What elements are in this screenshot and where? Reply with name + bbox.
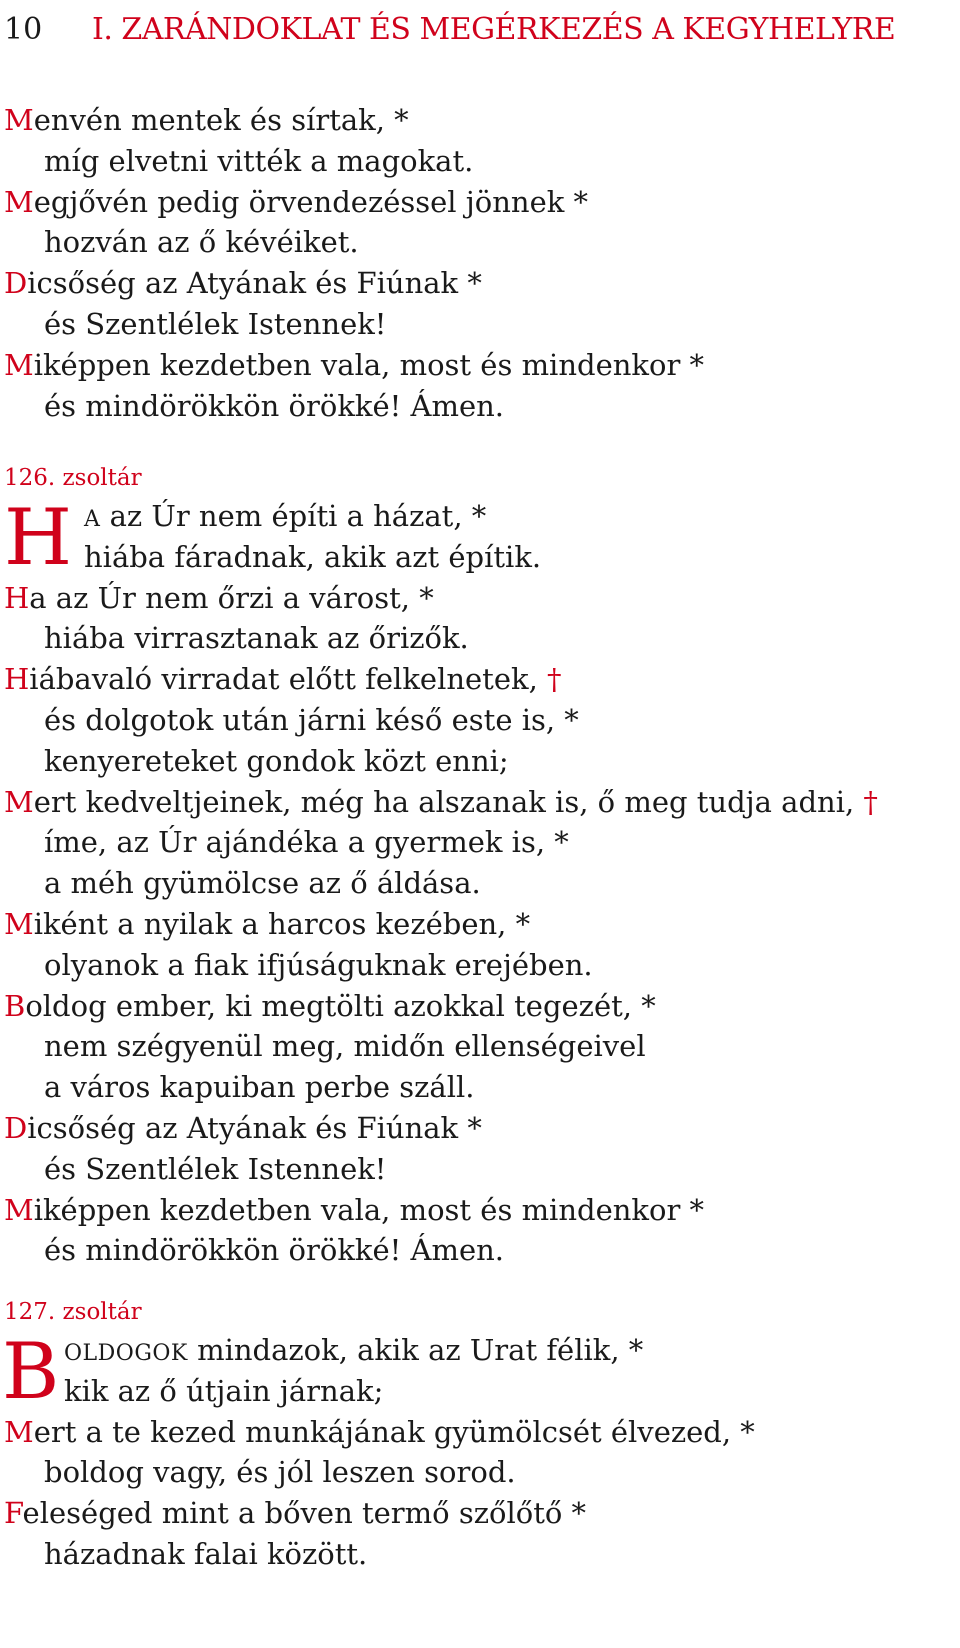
dagger-mark: † — [547, 662, 562, 697]
drop-cap: H — [4, 493, 73, 583]
verse-line: a város kapuiban perbe száll. — [44, 1070, 475, 1105]
verse-line: Megjővén pedig örvendezéssel jönnek * — [4, 184, 589, 219]
verse-line: A az Úr nem építi a házat, * — [84, 499, 487, 533]
verse-line: és dolgotok után járni késő este is, * — [44, 702, 579, 737]
verse-line: Dicsőség az Atyának és Fiúnak * — [4, 1110, 482, 1145]
dagger-mark: † — [863, 784, 878, 819]
verse-line: Mert kedveltjeinek, még ha alszanak is, ő meg tudja adni, † — [4, 784, 878, 819]
dropcap-block — [2, 1327, 954, 1417]
verse-line: Miképpen kezdetben vala, most és mindenkor * — [4, 347, 705, 382]
verse-line: OLDOGOK mindazok, akik az Urat félik, * — [64, 1333, 644, 1367]
drop-cap: B — [2, 1327, 60, 1417]
verse-line: Hiábavaló virradat előtt felkelnetek, † — [4, 662, 562, 697]
verse-line: míg elvetni vitték a magokat. — [44, 143, 474, 178]
dropcap-block — [4, 493, 954, 583]
verse-line: Dicsőség az Atyának és Fiúnak * — [4, 266, 482, 301]
verse-line: és mindörökkön örökké! Ámen. — [44, 388, 505, 423]
verse-line: kenyereteket gondok közt enni; — [44, 743, 509, 778]
verse-line: Boldog ember, ki megtölti azokkal tegezét, * — [4, 988, 656, 1023]
verse-line: és Szentlélek Istennek! — [44, 306, 387, 341]
page-number: 10 — [4, 12, 43, 47]
page-header — [0, 8, 960, 52]
verse-line: íme, az Úr ajándéka a gyermek is, * — [44, 825, 569, 860]
verse-line: hozván az ő kévéiket. — [44, 225, 359, 260]
verse-line: olyanok a fiak ifjúságuknak erejében. — [44, 947, 593, 982]
verse-line: Mert a te kezed munkájának gyümölcsét élvezed, * — [4, 1414, 755, 1449]
verse-line: házadnak falai között. — [44, 1536, 368, 1571]
verse-line: hiába fáradnak, akik azt építik. — [84, 539, 542, 574]
psalm-126 — [4, 460, 954, 1271]
verse-line: nem szégyenül meg, midőn ellenségeivel — [44, 1029, 646, 1064]
verse-line: és Szentlélek Istennek! — [44, 1151, 387, 1186]
intro-verses — [4, 100, 954, 426]
verse-line: Menvén mentek és sírtak, * — [4, 103, 409, 137]
running-title: I. ZARÁNDOKLAT ÉS MEGÉRKEZÉS A KEGYHELYRE — [92, 12, 896, 47]
verse-line: hiába virrasztanak az őrizők. — [44, 621, 469, 656]
verse-line: Miképpen kezdetben vala, most és mindenkor * — [4, 1192, 705, 1227]
psalm-127 — [4, 1294, 954, 1575]
verse-line: a méh gyümölcse az ő áldása. — [44, 866, 481, 901]
verse-line: Feleséged mint a bőven termő szőlőtő * — [4, 1496, 587, 1531]
verse-line: Ha az Úr nem őrzi a várost, * — [4, 580, 434, 615]
verse-line: boldog vagy, és jól leszen sorod. — [44, 1455, 516, 1490]
verse-line: és mindörökkön örökké! Ámen. — [44, 1233, 505, 1268]
psalm-heading: 127. zsoltár — [4, 1299, 142, 1325]
verse-line: kik az ő útjain járnak; — [64, 1373, 384, 1408]
psalm-heading: 126. zsoltár — [4, 465, 142, 491]
verse-line: Miként a nyilak a harcos kezében, * — [4, 906, 531, 941]
